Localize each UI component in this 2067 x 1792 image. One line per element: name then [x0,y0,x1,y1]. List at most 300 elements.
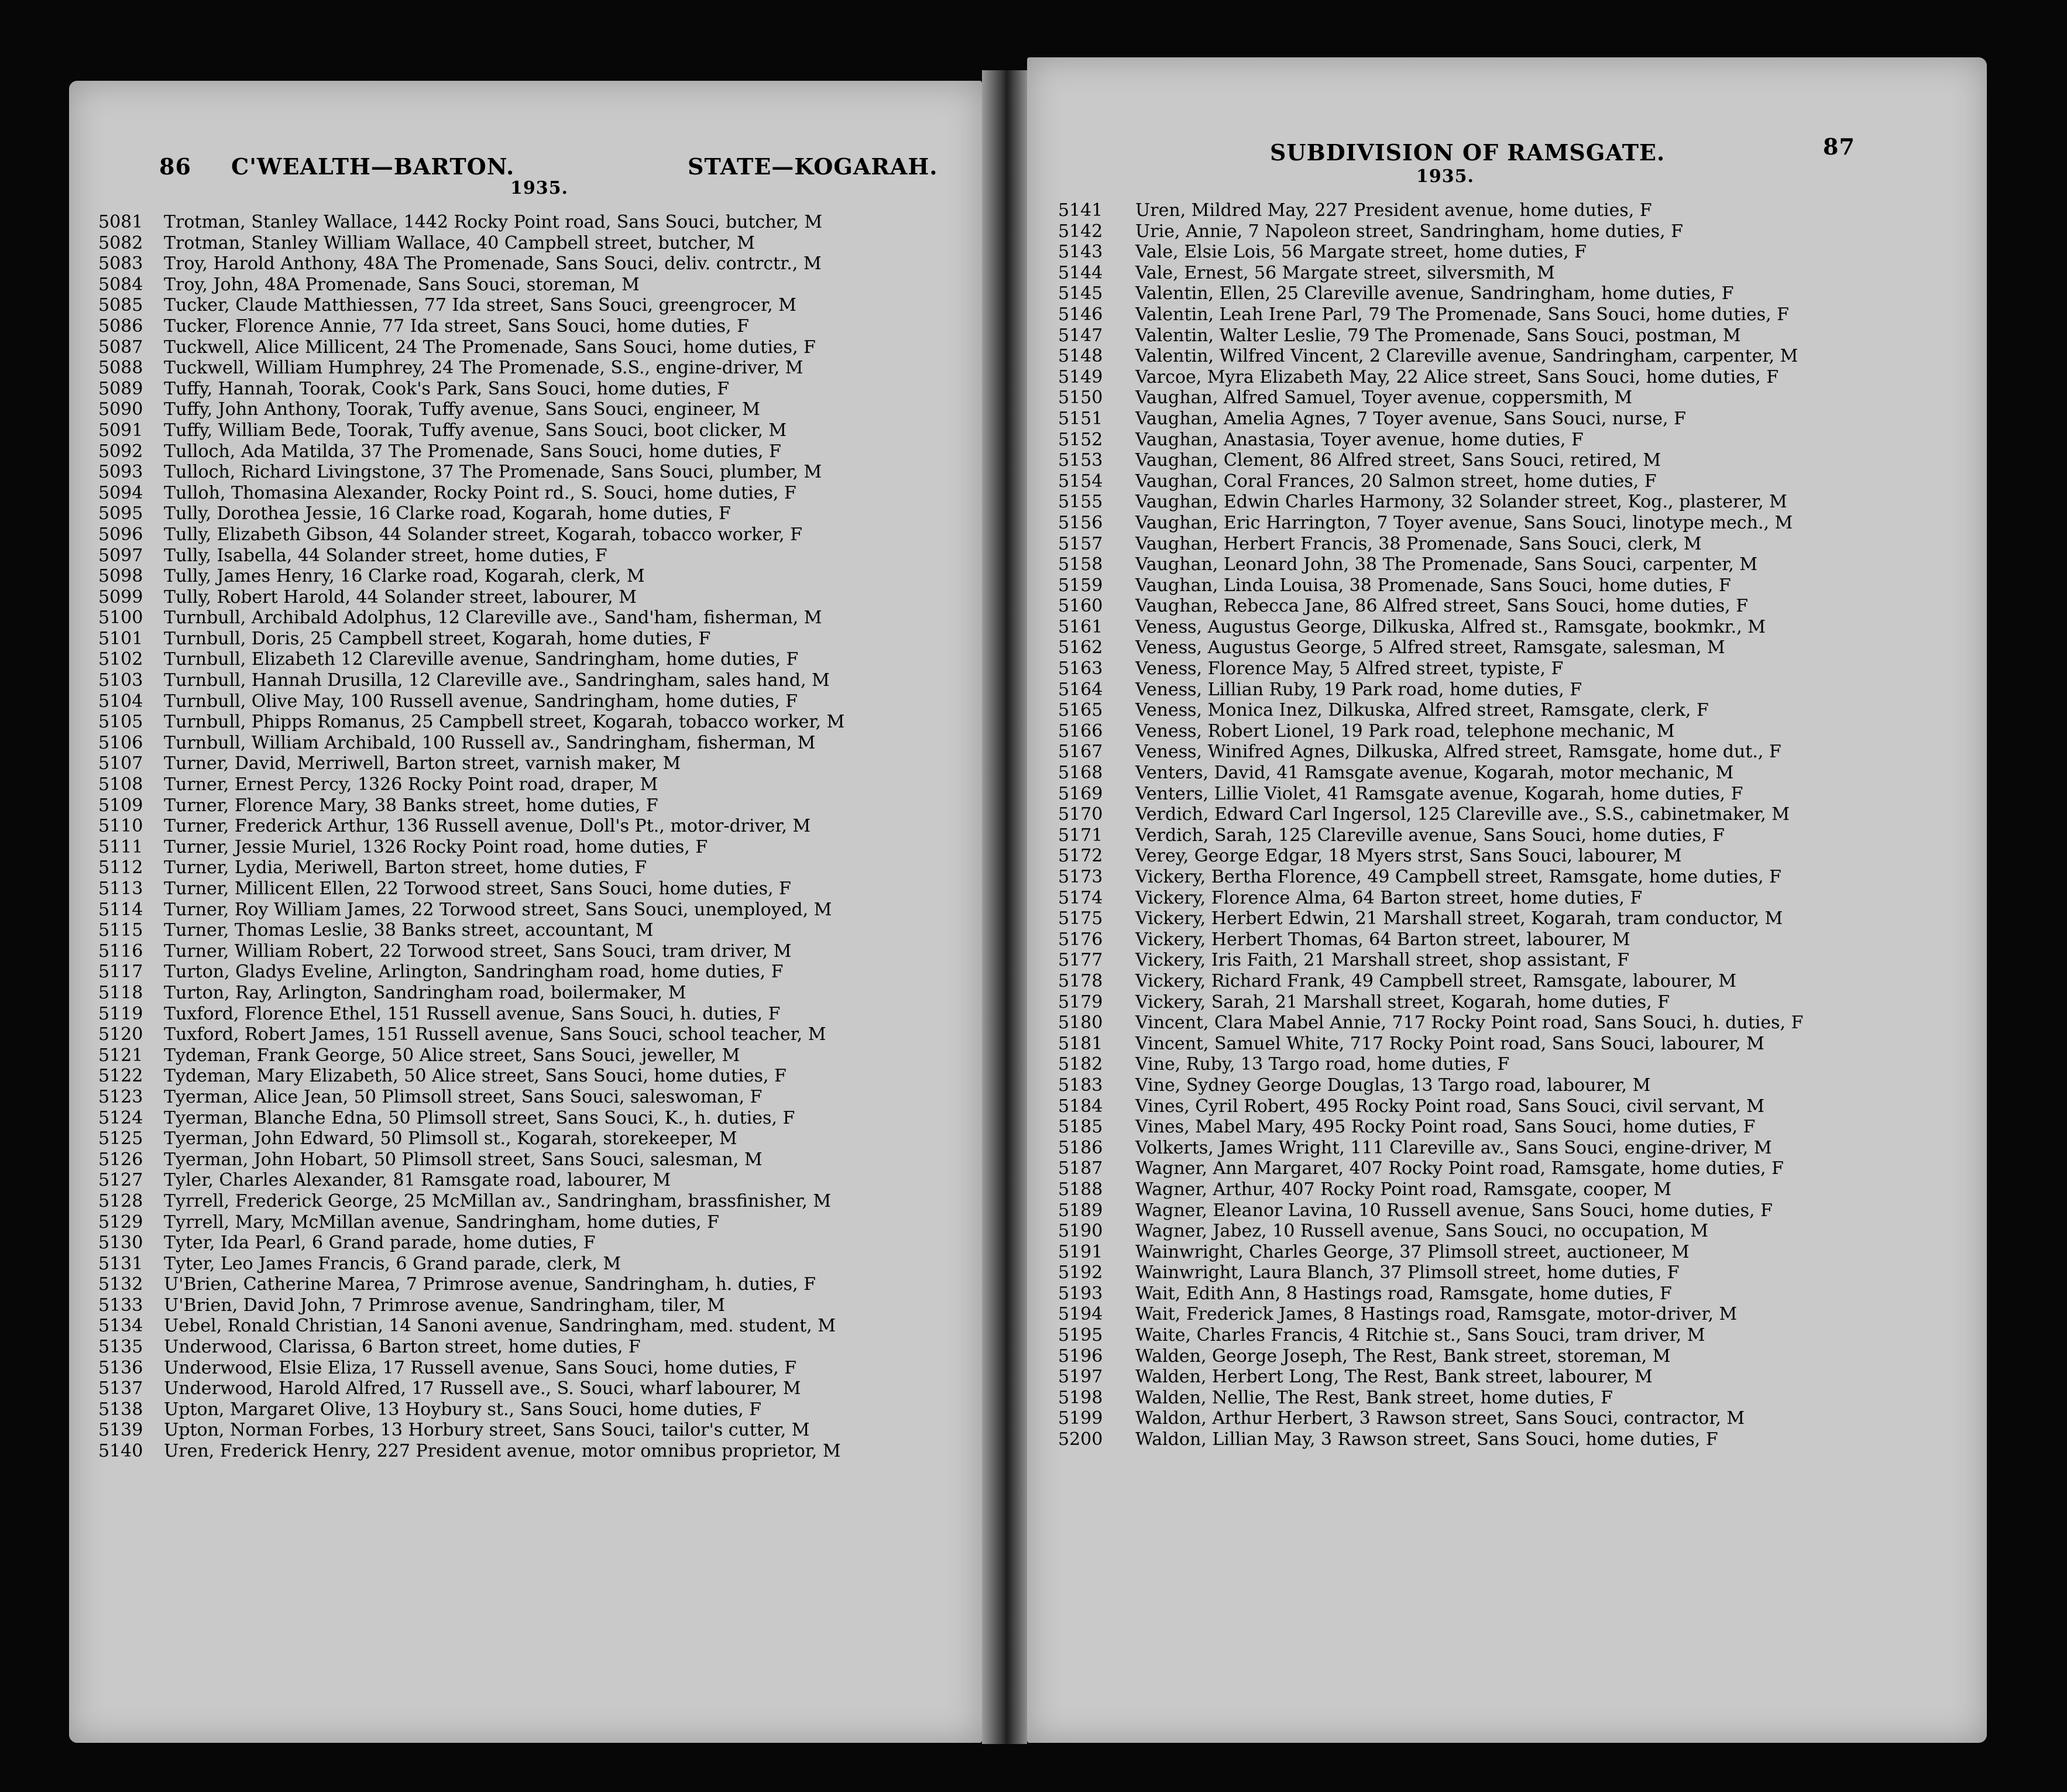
entry-text: Turner, Frederick Arthur, 136 Russell avenue, Doll's Pt., motor-driver, M [164,816,811,837]
entry-number: 5168 [1058,763,1103,784]
entry-row [1058,721,1971,742]
entry-number: 5198 [1058,1387,1103,1408]
entry-number: 5171 [1058,825,1103,846]
entry-text: Volkerts, James Wright, 111 Clareville av., Sans Souci, engine-driver, M [1135,1137,1772,1158]
entry-number: 5189 [1058,1200,1103,1221]
entry-row [98,358,959,379]
entry-row [1058,1262,1971,1283]
entry-number: 5187 [1058,1158,1103,1179]
entry-text: Walden, George Joseph, The Rest, Bank street, storeman, M [1135,1345,1671,1367]
entry-row [1058,200,1971,221]
entry-number: 5182 [1058,1054,1103,1075]
entry-number: 5141 [1058,200,1103,221]
entry-number: 5200 [1058,1429,1103,1450]
entry-row [98,420,959,441]
entry-number: 5144 [1058,262,1103,283]
entry-row [1058,1096,1971,1117]
entry-number: 5191 [1058,1241,1103,1262]
entry-number: 5104 [98,691,143,712]
entry-text: Valentin, Walter Leslie, 79 The Promenade, Sans Souci, postman, M [1135,325,1741,346]
entry-text: Vaughan, Alfred Samuel, Toyer avenue, coppersmith, M [1135,387,1633,408]
entry-number: 5107 [98,753,143,774]
entry-text: Vincent, Samuel White, 717 Rocky Point road, Sans Souci, labourer, M [1135,1033,1764,1054]
entry-row [1058,637,1971,658]
entry-row [1058,575,1971,596]
entry-row [98,212,959,233]
entry-text: Veness, Augustus George, 5 Alfred street, Ramsgate, salesman, M [1135,637,1725,658]
entry-row [98,774,959,795]
entry-row [1058,1346,1971,1367]
entry-number: 5174 [1058,887,1103,908]
entry-text: Troy, Harold Anthony, 48A The Promenade, Sans Souci, deliv. contrctr., M [164,253,822,274]
entry-text: Underwood, Harold Alfred, 17 Russell ave., S. Souci, wharf labourer, M [164,1378,801,1399]
entry-text: Tucker, Florence Annie, 77 Ida street, Sans Souci, home duties, F [164,315,749,337]
entry-row [1058,534,1971,555]
entry-number: 5120 [98,1024,143,1045]
entry-row [98,462,959,483]
entry-text: Vickery, Bertha Florence, 49 Campbell street, Ramsgate, home duties, F [1135,867,1781,887]
entry-text: Tyter, Leo James Francis, 6 Grand parade, clerk, M [164,1253,622,1274]
entry-row [98,1045,959,1066]
entry-number: 5140 [98,1441,143,1462]
entry-number: 5128 [98,1190,143,1211]
entry-number: 5139 [98,1420,143,1441]
entry-row [98,1295,959,1316]
entry-number: 5118 [98,982,143,1003]
entry-text: Verdich, Sarah, 125 Clareville avenue, Sans Souci, home duties, F [1135,825,1725,846]
entry-number: 5167 [1058,741,1103,763]
entry-row [98,649,959,670]
entry-text: Vines, Cyril Robert, 495 Rocky Point road, Sans Souci, civil servant, M [1135,1096,1764,1117]
entry-text: Vine, Sydney George Douglas, 13 Targo road, labourer, M [1135,1074,1651,1096]
entry-row [98,941,959,962]
right-header-subdivision: SUBDIVISION OF RAMSGATE. [1270,139,1666,166]
entry-number: 5096 [98,524,143,545]
entry-row [98,816,959,837]
entry-row [1058,658,1971,679]
entry-row [1058,513,1971,534]
entry-row [98,1316,959,1337]
entry-number: 5094 [98,482,143,503]
entry-number: 5097 [98,545,143,566]
entry-number: 5169 [1058,783,1103,804]
entry-number: 5098 [98,566,143,587]
entry-number: 5137 [98,1378,143,1399]
entry-number: 5160 [1058,596,1103,617]
entry-row [98,1358,959,1379]
entry-number: 5114 [98,899,143,920]
entry-text: Waldon, Arthur Herbert, 3 Rawson street, Sans Souci, contractor, M [1135,1408,1745,1429]
entry-row [98,837,959,858]
entry-text: Vine, Ruby, 13 Targo road, home duties, F [1135,1054,1510,1075]
entry-row [1058,554,1971,575]
entry-row [98,1066,959,1087]
entry-text: Vickery, Iris Faith, 21 Marshall street, shop assistant, F [1135,950,1630,971]
entry-row [1058,908,1971,929]
entry-number: 5185 [1058,1117,1103,1138]
entry-text: Waldon, Lillian May, 3 Rawson street, Sans Souci, home duties, F [1135,1429,1718,1450]
entry-number: 5146 [1058,304,1103,325]
entry-number: 5163 [1058,658,1103,679]
entry-text: Turner, Jessie Muriel, 1326 Rocky Point road, home duties, F [164,836,708,857]
entry-number: 5152 [1058,429,1103,450]
entry-row [1058,1054,1971,1075]
entry-text: Tyerman, John Hobart, 50 Plimsoll street, Sans Souci, salesman, M [164,1149,763,1170]
entry-text: Tucker, Claude Matthiessen, 77 Ida street, Sans Souci, greengrocer, M [164,295,796,316]
entry-number: 5154 [1058,471,1103,492]
entry-row [1058,1429,1971,1450]
entry-row [1058,1242,1971,1263]
entry-number: 5126 [98,1149,143,1170]
entry-text: Vaughan, Amelia Agnes, 7 Toyer avenue, Sans Souci, nurse, F [1135,408,1686,429]
entry-number: 5110 [98,816,143,837]
entry-row [98,1087,959,1108]
entry-number: 5183 [1058,1074,1103,1096]
entry-number: 5166 [1058,720,1103,741]
entry-text: Vale, Ernest, 56 Margate street, silversmith, M [1135,262,1555,283]
entry-text: Venters, Lillie Violet, 41 Ramsgate avenue, Kogarah, home duties, F [1135,783,1743,804]
entry-row [1058,846,1971,867]
entry-number: 5086 [98,315,143,337]
entry-number: 5131 [98,1253,143,1274]
entry-row [98,1024,959,1045]
entry-number: 5136 [98,1357,143,1378]
left-year: 1935. [510,178,568,198]
entry-number: 5112 [98,857,143,878]
entry-number: 5151 [1058,408,1103,429]
entry-row [98,1378,959,1399]
entry-number: 5123 [98,1086,143,1107]
entry-row [1058,408,1971,430]
entry-row [98,1254,959,1275]
entry-number: 5085 [98,295,143,316]
entry-text: Vaughan, Linda Louisa, 38 Promenade, Sans Souci, home duties, F [1135,575,1731,596]
entry-number: 5115 [98,920,143,941]
entry-number: 5165 [1058,700,1103,721]
entry-number: 5135 [98,1337,143,1358]
entry-row [98,1420,959,1441]
entry-text: Wait, Edith Ann, 8 Hastings road, Ramsgate, home duties, F [1135,1283,1672,1304]
entry-text: Turner, Thomas Leslie, 38 Banks street, accountant, M [164,920,654,941]
entry-row [1058,430,1971,451]
entry-text: Tyrrell, Frederick George, 25 McMillan av., Sandringham, brassfinisher, M [164,1190,832,1211]
entry-row [1058,471,1971,492]
entry-text: Wait, Frederick James, 8 Hastings road, Ramsgate, motor-driver, M [1135,1304,1738,1325]
entry-text: Turton, Gladys Eveline, Arlington, Sandringham road, home duties, F [164,962,784,983]
entry-number: 5129 [98,1211,143,1233]
entry-number: 5122 [98,1066,143,1087]
entry-text: Varcoe, Myra Elizabeth May, 22 Alice street, Sans Souci, home duties, F [1135,366,1779,387]
entry-row [1058,804,1971,825]
entry-number: 5184 [1058,1096,1103,1117]
entry-number: 5134 [98,1316,143,1337]
entry-text: Tydeman, Frank George, 50 Alice street, Sans Souci, jeweller, M [164,1045,740,1066]
entry-number: 5147 [1058,325,1103,346]
entry-row [98,920,959,941]
entry-text: Vaughan, Leonard John, 38 The Promenade, Sans Souci, carpenter, M [1135,554,1758,575]
entry-text: Tyerman, John Edward, 50 Plimsoll st., Kogarah, storekeeper, M [164,1128,737,1149]
entry-text: Vaughan, Eric Harrington, 7 Toyer avenue, Sans Souci, linotype mech., M [1135,512,1793,533]
entry-text: Vaughan, Clement, 86 Alfred street, Sans Souci, retired, M [1135,450,1661,471]
left-page-number: 86 [159,153,191,180]
entry-number: 5161 [1058,616,1103,637]
entry-row [1058,992,1971,1013]
entry-text: Tuckwell, William Humphrey, 24 The Promenade, S.S., engine-driver, M [164,358,804,379]
entry-number: 5138 [98,1399,143,1420]
entry-text: Uren, Frederick Henry, 227 President avenue, motor omnibus proprietor, M [164,1441,841,1462]
entry-text: Turner, David, Merriwell, Barton street, varnish maker, M [164,753,681,774]
entry-text: Vaughan, Anastasia, Toyer avenue, home duties, F [1135,429,1584,450]
entry-text: Valentin, Ellen, 25 Clareville avenue, Sandringham, home duties, F [1135,283,1734,304]
entry-text: Veness, Florence May, 5 Alfred street, typiste, F [1135,658,1564,679]
entry-text: Turner, Ernest Percy, 1326 Rocky Point road, draper, M [164,774,658,795]
entry-number: 5130 [98,1233,143,1254]
entry-number: 5090 [98,399,143,420]
entry-row [1058,1304,1971,1325]
entry-number: 5164 [1058,679,1103,700]
entry-text: Tuffy, William Bede, Toorak, Tuffy avenue, Sans Souci, boot clicker, M [164,420,787,441]
entry-text: Vickery, Richard Frank, 49 Campbell street, Ramsgate, labourer, M [1135,970,1737,991]
entry-text: Vale, Elsie Lois, 56 Margate street, home duties, F [1135,242,1587,263]
entry-text: Turner, William Robert, 22 Torwood street, Sans Souci, tram driver, M [164,940,792,962]
entry-text: Verey, George Edgar, 18 Myers strst, Sans Souci, labourer, M [1135,846,1682,867]
entry-row [1058,700,1971,721]
entry-row [98,316,959,337]
entry-row [1058,304,1971,325]
entry-number: 5170 [1058,804,1103,825]
entry-row [98,1441,959,1462]
entry-text: Veness, Lillian Ruby, 19 Park road, home duties, F [1135,679,1582,700]
left-header-state: STATE—KOGARAH. [688,153,938,180]
entry-number: 5197 [1058,1367,1103,1388]
book-gutter [982,70,1027,1744]
entry-text: Tully, Dorothea Jessie, 16 Clarke road, Kogarah, home duties, F [164,503,731,524]
entry-row [98,1004,959,1025]
entry-number: 5143 [1058,242,1103,263]
right-page-number: 87 [1823,133,1855,160]
entry-number: 5089 [98,378,143,399]
entry-row [1058,1221,1971,1242]
entry-text: Wagner, Eleanor Lavina, 10 Russell avenue, Sans Souci, home duties, F [1135,1200,1773,1221]
entry-row [1058,1117,1971,1138]
entry-number: 5081 [98,212,143,232]
entry-text: U'Brien, David John, 7 Primrose avenue, Sandringham, tiler, M [164,1295,726,1316]
entry-text: Tuxford, Florence Ethel, 151 Russell avenue, Sans Souci, h. duties, F [164,1003,781,1024]
entry-row [1058,387,1971,408]
entry-row [98,233,959,254]
entry-number: 5088 [98,358,143,379]
entry-number: 5119 [98,1003,143,1024]
entry-text: Upton, Norman Forbes, 13 Horbury street, Sans Souci, tailor's cutter, M [164,1420,810,1441]
entry-text: Turner, Millicent Ellen, 22 Torwood street, Sans Souci, home duties, F [164,878,791,899]
entry-number: 5125 [98,1128,143,1149]
entry-text: Wagner, Jabez, 10 Russell avenue, Sans Souci, no occupation, M [1135,1221,1709,1242]
entry-number: 5111 [98,836,143,857]
entry-row [98,962,959,983]
entry-row [1058,367,1971,388]
entry-number: 5101 [98,628,143,649]
entry-number: 5179 [1058,991,1103,1012]
entry-number: 5106 [98,732,143,753]
entry-text: Tulloh, Thomasina Alexander, Rocky Point rd., S. Souci, home duties, F [164,482,796,503]
entry-text: Tydeman, Mary Elizabeth, 50 Alice street, Sans Souci, home duties, F [164,1066,787,1087]
entry-number: 5162 [1058,637,1103,658]
entry-row [98,1191,959,1212]
entry-number: 5153 [1058,450,1103,471]
entry-text: Vickery, Herbert Thomas, 64 Barton street, labourer, M [1135,929,1630,950]
entry-row [1058,596,1971,617]
entry-row [98,983,959,1004]
entry-text: Veness, Augustus George, Dilkuska, Alfred st., Ramsgate, bookmkr., M [1135,616,1766,637]
entry-row [1058,1283,1971,1304]
entry-row [1058,741,1971,763]
entry-row [98,441,959,462]
entry-number: 5194 [1058,1304,1103,1325]
entry-row [1058,1034,1971,1055]
entry-text: Wagner, Ann Margaret, 407 Rocky Point road, Ramsgate, home duties, F [1135,1158,1784,1179]
entry-text: Tulloch, Ada Matilda, 37 The Promenade, Sans Souci, home duties, F [164,441,781,462]
entry-number: 5195 [1058,1325,1103,1346]
entry-number: 5145 [1058,283,1103,304]
entry-text: Veness, Robert Lionel, 19 Park road, telephone mechanic, M [1135,720,1675,741]
entry-row [1058,784,1971,805]
entry-number: 5156 [1058,512,1103,533]
entry-row [98,733,959,754]
entry-text: Tyler, Charles Alexander, 81 Ramsgate road, labourer, M [164,1170,671,1191]
entry-row [98,1170,959,1191]
entry-number: 5083 [98,253,143,274]
entry-text: Verdich, Edward Carl Ingersol, 125 Clareville ave., S.S., cabinetmaker, M [1135,804,1790,825]
entry-text: Vaughan, Edwin Charles Harmony, 32 Solander street, Kog., plasterer, M [1135,492,1787,513]
entry-row [1058,221,1971,242]
entry-row [1058,1200,1971,1221]
entry-number: 5091 [98,420,143,441]
entry-row [98,253,959,274]
entry-number: 5103 [98,670,143,691]
entry-text: Trotman, Stanley Wallace, 1442 Rocky Point road, Sans Souci, butcher, M [164,212,823,232]
entry-text: Turnbull, Olive May, 100 Russell avenue, Sandringham, home duties, F [164,691,798,712]
entry-text: Tully, Elizabeth Gibson, 44 Solander street, Kogarah, tobacco worker, F [164,524,802,545]
entry-row [98,1128,959,1149]
entry-number: 5186 [1058,1137,1103,1158]
entry-row [98,1212,959,1233]
entry-text: Tuxford, Robert James, 151 Russell avenue, Sans Souci, school teacher, M [164,1024,826,1045]
entry-row [1058,1158,1971,1179]
entry-text: Tyrrell, Mary, McMillan avenue, Sandringham, home duties, F [164,1211,719,1233]
entry-row [98,1233,959,1254]
entry-text: Venters, David, 41 Ramsgate avenue, Kogarah, motor mechanic, M [1135,763,1734,784]
entry-row [98,1337,959,1358]
entry-text: Tuffy, John Anthony, Toorak, Tuffy avenue, Sans Souci, engineer, M [164,399,760,420]
entry-text: Valentin, Leah Irene Parl, 79 The Promenade, Sans Souci, home duties, F [1135,304,1790,325]
entry-text: Tully, James Henry, 16 Clarke road, Kogarah, clerk, M [164,566,645,587]
entry-row [1058,825,1971,846]
entry-number: 5105 [98,712,143,733]
entry-row [1058,867,1971,888]
entry-text: Uren, Mildred May, 227 President avenue, home duties, F [1135,200,1652,221]
entry-row [98,545,959,567]
entry-text: Underwood, Elsie Eliza, 17 Russell avenue, Sans Souci, home duties, F [164,1357,796,1378]
entry-text: Trotman, Stanley William Wallace, 40 Campbell street, butcher, M [164,232,755,253]
entry-text: Vaughan, Coral Frances, 20 Salmon street, home duties, F [1135,471,1657,492]
entry-number: 5190 [1058,1221,1103,1242]
entry-row [98,857,959,878]
entry-number: 5180 [1058,1012,1103,1034]
entry-text: Vickery, Florence Alma, 64 Barton street, home duties, F [1135,887,1643,908]
entry-number: 5199 [1058,1408,1103,1429]
entry-row [98,900,959,921]
entry-text: Turnbull, Elizabeth 12 Clareville avenue, Sandringham, home duties, F [164,649,799,670]
entry-text: Tyter, Ida Pearl, 6 Grand parade, home duties, F [164,1233,596,1254]
entry-number: 5159 [1058,575,1103,596]
entry-row [1058,1179,1971,1200]
entry-row [98,483,959,504]
entry-text: Uebel, Ronald Christian, 14 Sanoni avenue, Sandringham, med. student, M [164,1316,836,1337]
entry-text: Wainwright, Charles George, 37 Plimsoll street, auctioneer, M [1135,1241,1690,1262]
entry-text: Walden, Nellie, The Rest, Bank street, home duties, F [1135,1387,1613,1408]
entry-number: 5102 [98,649,143,670]
entry-text: Turnbull, William Archibald, 100 Russell av., Sandringham, fisherman, M [164,732,816,753]
entry-row [98,629,959,650]
entry-text: Turnbull, Archibald Adolphus, 12 Clareville ave., Sand'ham, fisherman, M [164,607,822,629]
entry-number: 5116 [98,940,143,962]
entry-number: 5157 [1058,533,1103,554]
entry-text: Walden, Herbert Long, The Rest, Bank street, labourer, M [1135,1367,1653,1388]
entry-row [98,691,959,712]
entry-number: 5172 [1058,846,1103,867]
entry-row [1058,263,1971,284]
entry-row [1058,1012,1971,1034]
entry-number: 5127 [98,1170,143,1191]
entry-number: 5095 [98,503,143,524]
entry-row [98,795,959,816]
entry-number: 5099 [98,586,143,607]
entry-number: 5082 [98,232,143,253]
entry-number: 5155 [1058,492,1103,513]
entry-row [98,1149,959,1170]
entry-number: 5093 [98,462,143,483]
entry-text: Vines, Mabel Mary, 495 Rocky Point road, Sans Souci, home duties, F [1135,1117,1756,1138]
entry-number: 5176 [1058,929,1103,950]
right-entry-list [1058,200,1971,1450]
entry-row [1058,888,1971,909]
entry-row [1058,1388,1971,1409]
entry-number: 5196 [1058,1345,1103,1367]
entry-row [1058,1325,1971,1346]
entry-row [98,1399,959,1420]
entry-number: 5113 [98,878,143,899]
entry-text: Wagner, Arthur, 407 Rocky Point road, Ramsgate, cooper, M [1135,1179,1672,1200]
entry-row [1058,763,1971,784]
entry-text: Tyerman, Blanche Edna, 50 Plimsoll street, Sans Souci, K., h. duties, F [164,1107,795,1128]
entry-number: 5192 [1058,1262,1103,1283]
entry-number: 5142 [1058,221,1103,242]
entry-text: Turner, Lydia, Meriwell, Barton street, home duties, F [164,857,647,878]
entry-row [1058,283,1971,304]
entry-text: Tulloch, Richard Livingstone, 37 The Promenade, Sans Souci, plumber, M [164,462,822,483]
entry-text: Vincent, Clara Mabel Annie, 717 Rocky Point road, Sans Souci, h. duties, F [1135,1012,1804,1034]
entry-text: Veness, Winifred Agnes, Dilkuska, Alfred street, Ramsgate, home dut., F [1135,741,1781,763]
entry-number: 5178 [1058,970,1103,991]
entry-text: Troy, John, 48A Promenade, Sans Souci, storeman, M [164,274,640,295]
entry-text: Tuffy, Hannah, Toorak, Cook's Park, Sans Souci, home duties, F [164,378,730,399]
entry-row [98,607,959,629]
entry-text: Wainwright, Laura Blanch, 37 Plimsoll street, home duties, F [1135,1262,1680,1283]
right-year: 1935. [1416,166,1474,187]
entry-text: Waite, Charles Francis, 4 Ritchie st., Sans Souci, tram driver, M [1135,1325,1705,1346]
entry-text: Turner, Roy William James, 22 Torwood street, Sans Souci, unemployed, M [164,899,832,920]
entry-number: 5084 [98,274,143,295]
